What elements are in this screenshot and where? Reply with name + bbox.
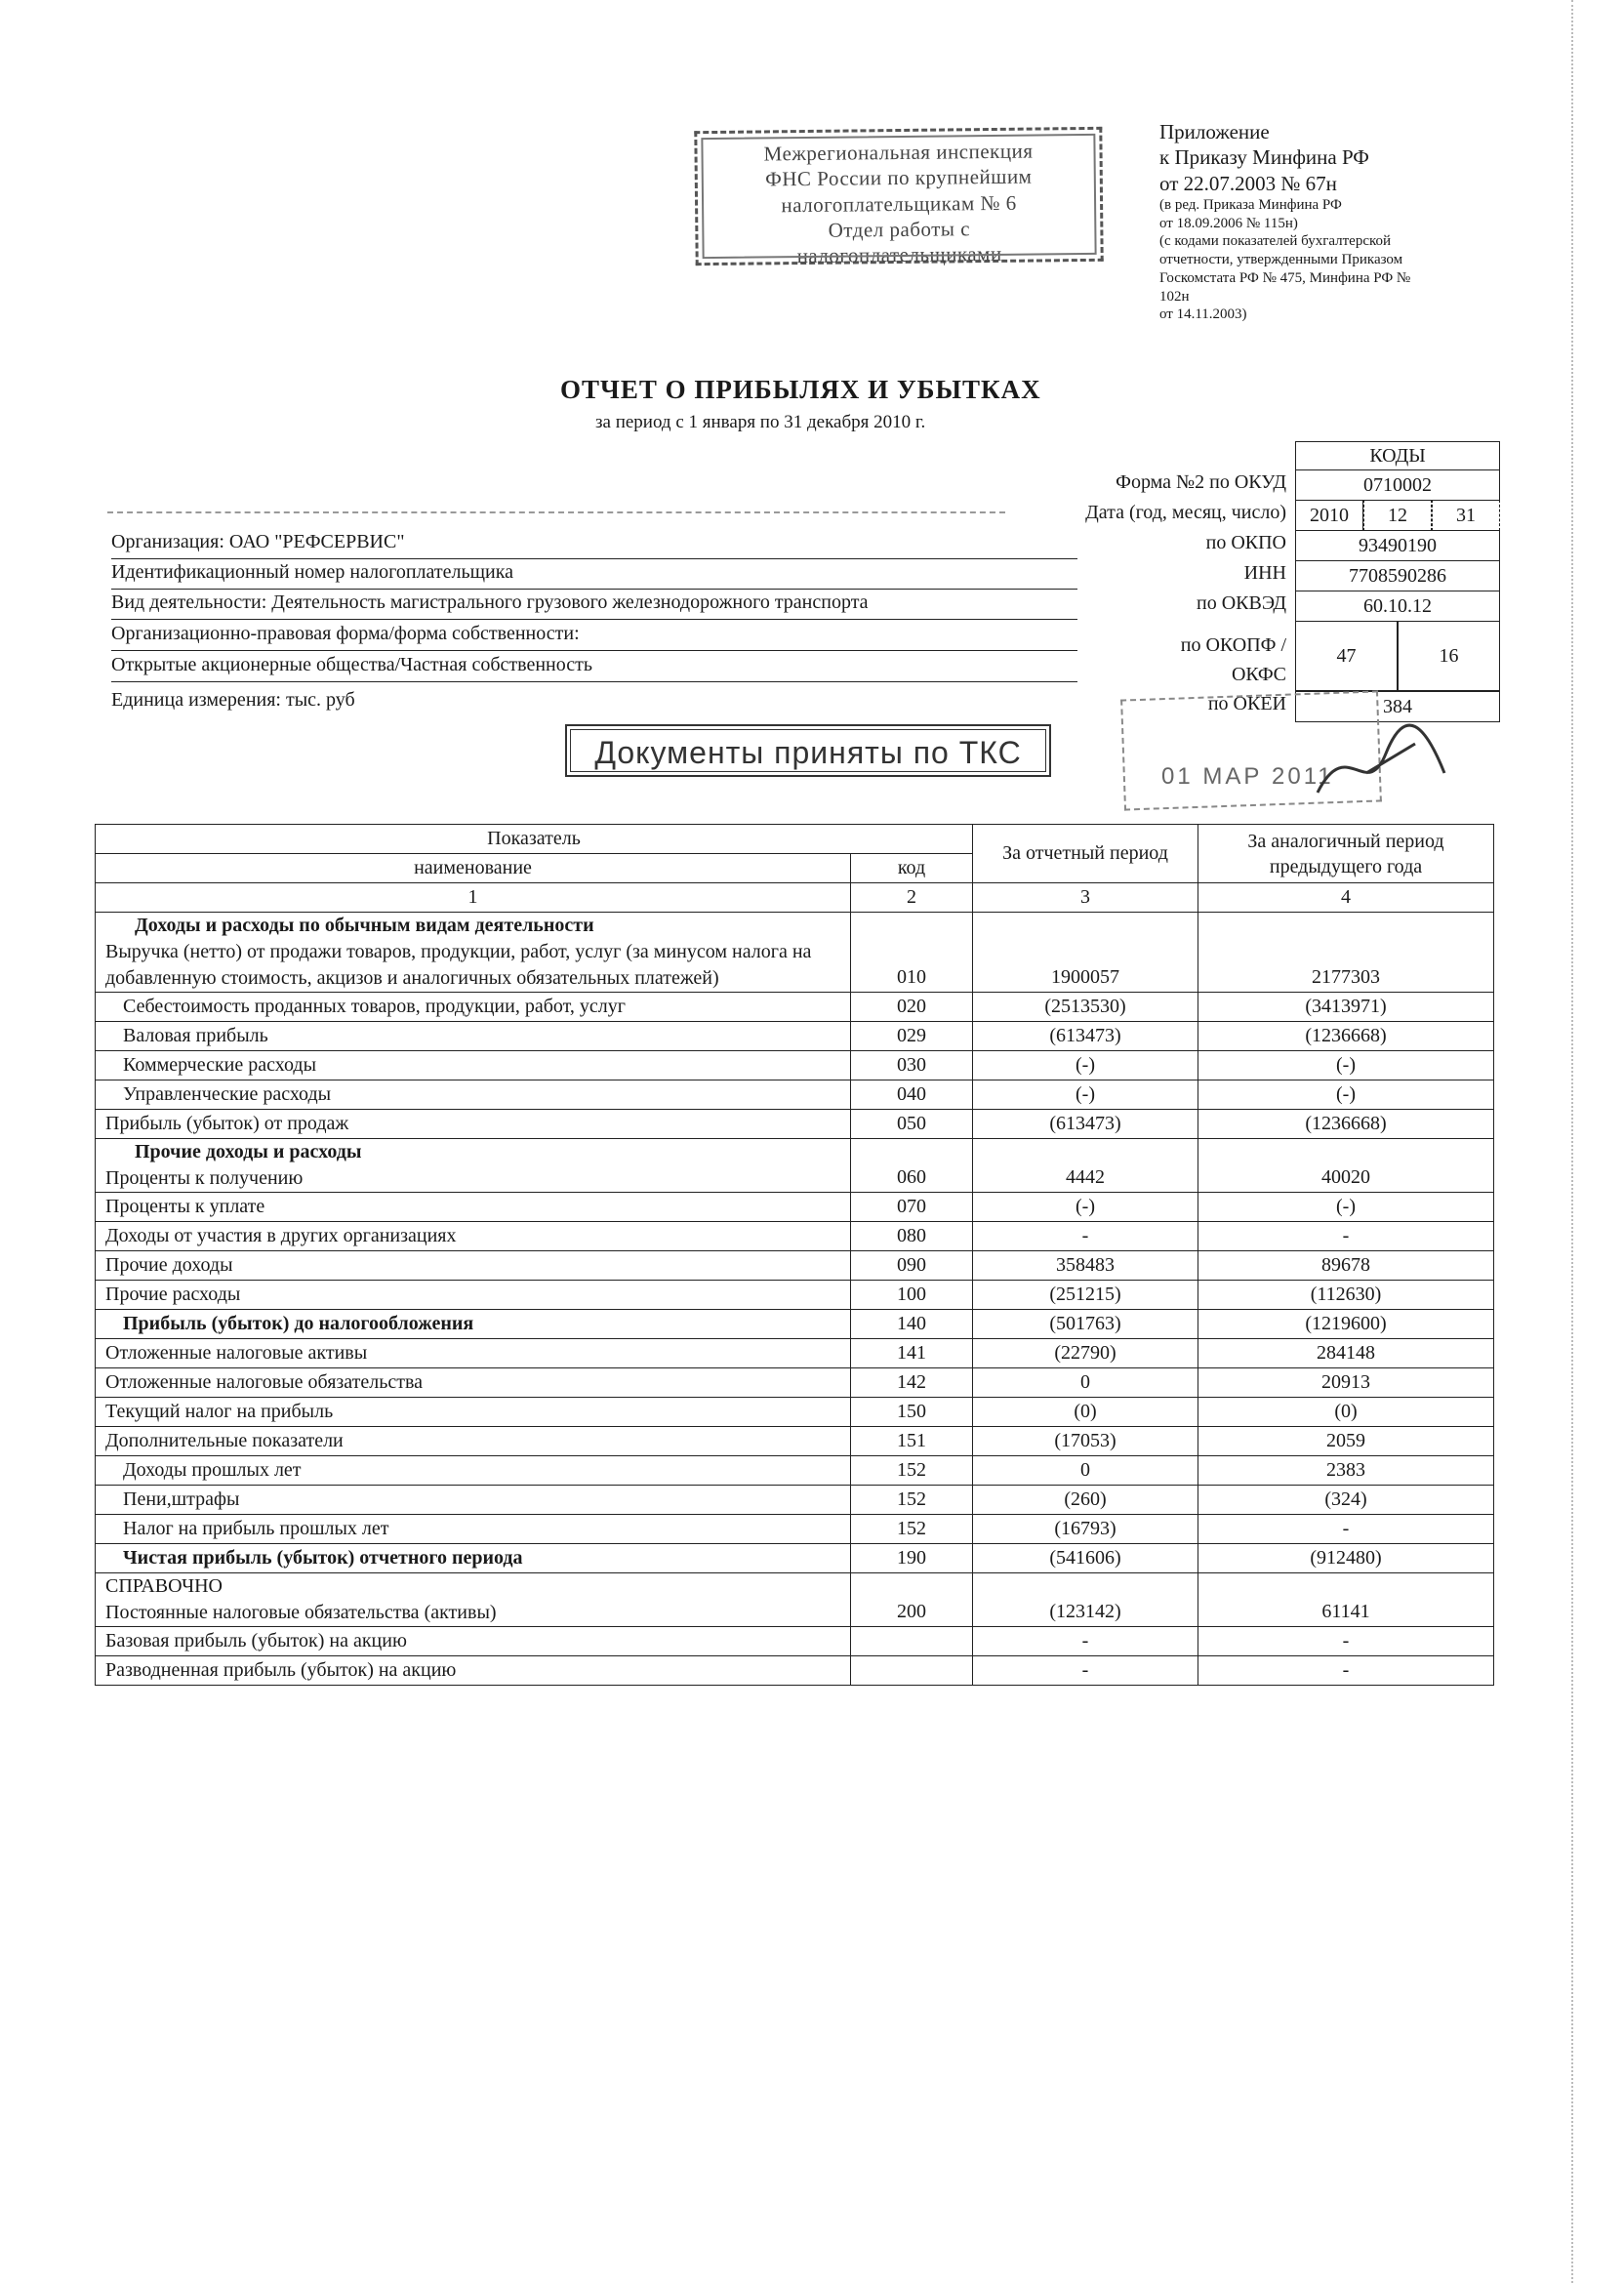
row-previous: - bbox=[1198, 1656, 1494, 1686]
row-previous: (3413971) bbox=[1198, 993, 1494, 1022]
table-row bbox=[96, 1139, 1494, 1193]
row-current: (0) bbox=[973, 1398, 1198, 1427]
stamp-line: Межрегиональная инспекция bbox=[763, 139, 1034, 166]
header-name: наименование bbox=[96, 854, 851, 883]
header-indicator: Показатель bbox=[96, 825, 973, 854]
row-name: Управленческие расходы bbox=[96, 1080, 851, 1110]
okei-value: 384 bbox=[1295, 691, 1500, 722]
row-code: 080 bbox=[851, 1222, 973, 1251]
table-row bbox=[96, 1222, 1494, 1251]
codes-header: КОДЫ bbox=[1295, 441, 1500, 470]
row-code: 060 bbox=[851, 1139, 973, 1193]
row-current: (501763) bbox=[973, 1310, 1198, 1339]
dashed-line bbox=[107, 511, 1005, 513]
row-name: Прочие доходы bbox=[96, 1251, 851, 1281]
row-previous: (324) bbox=[1198, 1486, 1494, 1515]
row-name: Дополнительные показатели bbox=[96, 1427, 851, 1456]
header-previous-line1: За аналогичный период bbox=[1247, 830, 1444, 852]
table-row bbox=[96, 1427, 1494, 1456]
row-current: (16793) bbox=[973, 1515, 1198, 1544]
table-row bbox=[96, 1544, 1494, 1573]
row-code: 141 bbox=[851, 1339, 973, 1368]
row-current: (2513530) bbox=[973, 993, 1198, 1022]
table-header-row bbox=[96, 825, 1494, 854]
reference-title: СПРАВОЧНО bbox=[105, 1575, 223, 1597]
row-previous: 2383 bbox=[1198, 1456, 1494, 1486]
date-label: Дата (год, месяц, число) bbox=[1085, 502, 1286, 523]
row-current: 0 bbox=[973, 1456, 1198, 1486]
table-row bbox=[96, 1573, 1494, 1627]
row-code: 029 bbox=[851, 1022, 973, 1051]
unit: Единица измерения: тыс. руб bbox=[111, 689, 355, 711]
row-code bbox=[851, 1627, 973, 1656]
row-previous: (1219600) bbox=[1198, 1310, 1494, 1339]
appendix-line: Приложение bbox=[1159, 120, 1270, 143]
okud-label: Форма №2 по ОКУД bbox=[1116, 471, 1286, 493]
row-name: Доходы прошлых лет bbox=[96, 1456, 851, 1486]
appendix-note bbox=[1159, 119, 1521, 324]
row-previous: - bbox=[1198, 1222, 1494, 1251]
appendix-line: от 18.09.2006 № 115н) bbox=[1159, 215, 1298, 231]
appendix-line: отчетности, утвержденными Приказом bbox=[1159, 252, 1403, 267]
stamp-date: 01 МАР 2011 bbox=[1161, 763, 1334, 790]
interest-income-cell bbox=[96, 1139, 851, 1193]
row-name: Постоянные налоговые обязательства (активы) bbox=[105, 1602, 497, 1623]
row-code: 100 bbox=[851, 1281, 973, 1310]
row-code: 030 bbox=[851, 1051, 973, 1080]
okved-value: 60.10.12 bbox=[1295, 591, 1500, 622]
header-current: За отчетный период bbox=[973, 825, 1198, 883]
row-code: 040 bbox=[851, 1080, 973, 1110]
table-row bbox=[96, 1456, 1494, 1486]
row-current: (-) bbox=[973, 1051, 1198, 1080]
revenue-cell bbox=[96, 913, 851, 993]
table-row bbox=[96, 993, 1494, 1022]
table-row bbox=[96, 1656, 1494, 1686]
header-code: код bbox=[851, 854, 973, 883]
row-current: (251215) bbox=[973, 1281, 1198, 1310]
signature-icon bbox=[1308, 714, 1454, 812]
table-row bbox=[96, 1022, 1494, 1051]
col-number: 3 bbox=[973, 883, 1198, 913]
income-statement-table bbox=[95, 824, 1494, 1686]
row-code bbox=[851, 1656, 973, 1686]
row-current: 1900057 bbox=[973, 913, 1198, 993]
stamp-line: Отдел работы с bbox=[828, 216, 971, 242]
row-previous: (-) bbox=[1198, 1193, 1494, 1222]
row-current: 4442 bbox=[973, 1139, 1198, 1193]
table-row bbox=[96, 1310, 1494, 1339]
appendix-line: Госкомстата РФ № 475, Минфина РФ № bbox=[1159, 269, 1411, 286]
table-row bbox=[96, 1627, 1494, 1656]
row-previous: (1236668) bbox=[1198, 1022, 1494, 1051]
table-row bbox=[96, 1486, 1494, 1515]
form-value: Открытые акционерные общества/Частная собственность bbox=[111, 654, 1077, 682]
row-name: Разводненная прибыль (убыток) на акцию bbox=[96, 1656, 851, 1686]
tks-stamp: Документы приняты по ТКС bbox=[565, 724, 1051, 777]
row-code: 070 bbox=[851, 1193, 973, 1222]
table-row bbox=[96, 1281, 1494, 1310]
row-current: 0 bbox=[973, 1368, 1198, 1398]
okpo-value: 93490190 bbox=[1295, 530, 1500, 561]
row-previous: 284148 bbox=[1198, 1339, 1494, 1368]
okud-value: 0710002 bbox=[1295, 469, 1500, 501]
row-current: - bbox=[973, 1222, 1198, 1251]
activity: Вид деятельности: Деятельность магистрального грузового железнодорожного транспорта bbox=[111, 591, 1077, 620]
okopf-value: 47 bbox=[1295, 621, 1398, 691]
table-row bbox=[96, 913, 1494, 993]
row-code: 010 bbox=[851, 913, 973, 993]
row-code: 152 bbox=[851, 1486, 973, 1515]
row-name: Проценты к получению bbox=[105, 1167, 304, 1189]
row-current: - bbox=[973, 1627, 1198, 1656]
row-name: Доходы от участия в других организациях bbox=[96, 1222, 851, 1251]
row-name: Валовая прибыль bbox=[96, 1022, 851, 1051]
row-previous: - bbox=[1198, 1515, 1494, 1544]
header-previous-line2: предыдущего года bbox=[1269, 855, 1423, 877]
row-current: (260) bbox=[973, 1486, 1198, 1515]
appendix-line: (с кодами показателей бухгалтерской bbox=[1159, 233, 1392, 250]
col-number: 4 bbox=[1198, 883, 1494, 913]
row-previous: 2177303 bbox=[1198, 913, 1494, 993]
row-name: Прибыль (убыток) от продаж bbox=[96, 1110, 851, 1139]
row-name: Себестоимость проданных товаров, продукции, работ, услуг bbox=[96, 993, 851, 1022]
stamp-line: налогоплательщиками bbox=[796, 241, 1002, 268]
table-row bbox=[96, 1110, 1494, 1139]
row-current: (22790) bbox=[973, 1339, 1198, 1368]
section-title: Прочие доходы и расходы bbox=[135, 1141, 362, 1162]
form-label: Организационно-правовая форма/форма собственности: bbox=[111, 623, 1077, 651]
row-name: Прочие расходы bbox=[96, 1281, 851, 1310]
row-code: 142 bbox=[851, 1368, 973, 1398]
row-previous: (-) bbox=[1198, 1051, 1494, 1080]
okpo-label: по ОКПО bbox=[1205, 532, 1286, 553]
appendix-line: 102н bbox=[1159, 288, 1190, 305]
row-current: (541606) bbox=[973, 1544, 1198, 1573]
table-column-numbers bbox=[96, 883, 1494, 913]
stamp-line: ФНС России по крупнейшим bbox=[765, 164, 1033, 191]
scan-edge bbox=[1571, 0, 1575, 2283]
row-code: 020 bbox=[851, 993, 973, 1022]
row-code: 152 bbox=[851, 1456, 973, 1486]
row-previous: (912480) bbox=[1198, 1544, 1494, 1573]
row-code: 151 bbox=[851, 1427, 973, 1456]
reference-cell bbox=[96, 1573, 851, 1627]
okfs-label: ОКФС bbox=[1231, 664, 1286, 685]
table-row bbox=[96, 1339, 1494, 1368]
row-name: Отложенные налоговые обязательства bbox=[96, 1368, 851, 1398]
row-current: (613473) bbox=[973, 1110, 1198, 1139]
row-code: 050 bbox=[851, 1110, 973, 1139]
okopf-label: по ОКОПФ / bbox=[1180, 634, 1286, 656]
receipt-date-stamp bbox=[1122, 695, 1474, 808]
row-code: 152 bbox=[851, 1515, 973, 1544]
row-previous: 89678 bbox=[1198, 1251, 1494, 1281]
row-previous: - bbox=[1198, 1627, 1494, 1656]
inn-value: 7708590286 bbox=[1295, 560, 1500, 591]
row-previous: 40020 bbox=[1198, 1139, 1494, 1193]
row-name: Коммерческие расходы bbox=[96, 1051, 851, 1080]
table-row bbox=[96, 1193, 1494, 1222]
page-title: ОТЧЕТ О ПРИБЫЛЯХ И УБЫТКАХ bbox=[560, 375, 1041, 404]
table-row bbox=[96, 1515, 1494, 1544]
row-name: Выручка (нетто) от продажи товаров, продукции, работ, услуг (за минусом налога на добавленную стоимость, акцизов и аналогичных обязательных платежей) bbox=[105, 941, 812, 989]
row-previous: 2059 bbox=[1198, 1427, 1494, 1456]
row-current: (123142) bbox=[973, 1573, 1198, 1627]
row-name: Налог на прибыль прошлых лет bbox=[96, 1515, 851, 1544]
appendix-line: (в ред. Приказа Минфина РФ bbox=[1159, 196, 1342, 213]
row-name: Чистая прибыль (убыток) отчетного периода bbox=[96, 1544, 851, 1573]
date-month: 12 bbox=[1363, 500, 1432, 531]
row-current: (17053) bbox=[973, 1427, 1198, 1456]
stamp-line: налогоплательщикам № 6 bbox=[781, 190, 1017, 217]
row-current: 358483 bbox=[973, 1251, 1198, 1281]
row-name: Базовая прибыль (убыток) на акцию bbox=[96, 1627, 851, 1656]
inn-label: ИНН bbox=[1243, 562, 1286, 584]
row-code: 090 bbox=[851, 1251, 973, 1281]
col-number: 2 bbox=[851, 883, 973, 913]
okei-label: по ОКЕИ bbox=[1207, 693, 1286, 714]
row-previous: (112630) bbox=[1198, 1281, 1494, 1310]
row-name: Прибыль (убыток) до налогообложения bbox=[96, 1310, 851, 1339]
okved-label: по ОКВЭД bbox=[1197, 592, 1286, 614]
col-number: 1 bbox=[96, 883, 851, 913]
row-current: (-) bbox=[973, 1080, 1198, 1110]
date-year: 2010 bbox=[1295, 500, 1363, 531]
date-day: 31 bbox=[1432, 500, 1500, 531]
report-period: за период с 1 января по 31 декабря 2010 г. bbox=[595, 412, 926, 432]
header-previous bbox=[1198, 825, 1494, 883]
row-current: - bbox=[973, 1656, 1198, 1686]
table-row bbox=[96, 1080, 1494, 1110]
row-code: 140 bbox=[851, 1310, 973, 1339]
row-name: Отложенные налоговые активы bbox=[96, 1339, 851, 1368]
row-code: 200 bbox=[851, 1573, 973, 1627]
row-current: (-) bbox=[973, 1193, 1198, 1222]
row-previous: (0) bbox=[1198, 1398, 1494, 1427]
appendix-line: от 22.07.2003 № 67н bbox=[1159, 171, 1337, 195]
okfs-value: 16 bbox=[1398, 621, 1500, 691]
table-row bbox=[96, 1368, 1494, 1398]
row-code: 150 bbox=[851, 1398, 973, 1427]
table-row bbox=[96, 1251, 1494, 1281]
row-name: Проценты к уплате bbox=[96, 1193, 851, 1222]
inn-text: Идентификационный номер налогоплательщика bbox=[111, 561, 1077, 590]
organization: Организация: ОАО "РЕФСЕРВИС" bbox=[111, 531, 1077, 559]
section-title: Доходы и расходы по обычным видам деятельности bbox=[135, 915, 594, 936]
row-previous: 20913 bbox=[1198, 1368, 1494, 1398]
table-row bbox=[96, 1398, 1494, 1427]
row-name: Пени,штрафы bbox=[96, 1486, 851, 1515]
row-code: 190 bbox=[851, 1544, 973, 1573]
appendix-line: к Приказу Минфина РФ bbox=[1159, 145, 1369, 170]
row-previous: 61141 bbox=[1198, 1573, 1494, 1627]
appendix-line: от 14.11.2003) bbox=[1159, 306, 1247, 323]
row-previous: (1236668) bbox=[1198, 1110, 1494, 1139]
row-previous: (-) bbox=[1198, 1080, 1494, 1110]
row-name: Текущий налог на прибыль bbox=[96, 1398, 851, 1427]
table-row bbox=[96, 1051, 1494, 1080]
inspection-stamp bbox=[694, 127, 1103, 268]
row-current: (613473) bbox=[973, 1022, 1198, 1051]
